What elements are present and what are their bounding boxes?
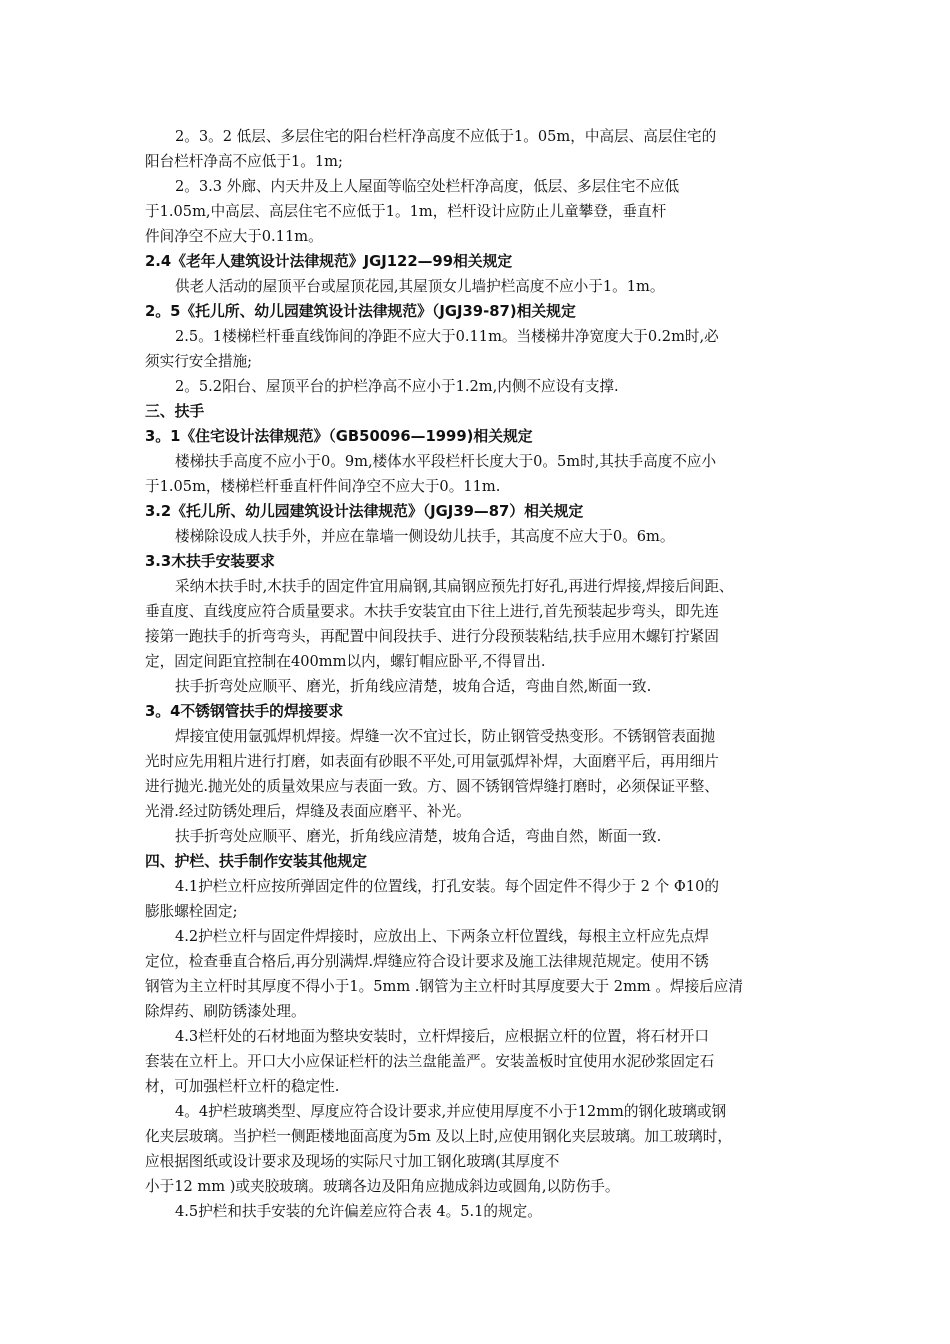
paragraph-line: 钢管为主立杆时其厚度不得小于1。5mm .钢管为主立杆时其厚度要大于 2mm 。焊接后应清 — [145, 978, 743, 995]
paragraph-line: 化夹层玻璃。当护栏一侧距楼地面高度为5m 及以上时,应使用钢化夹层玻璃。加工玻璃时， — [145, 1128, 732, 1145]
chapter-heading: 三、扶手 — [145, 403, 205, 420]
paragraph-line: 膨胀螺栓固定; — [145, 903, 238, 920]
paragraph-line: 阳台栏杆净高不应低于1。1m; — [145, 153, 343, 170]
paragraph-line: 接第一跑扶手的折弯弯头，再配置中间段扶手、进行分段预装粘结,扶手应用木螺钉拧紧固 — [145, 628, 719, 645]
paragraph-line: 进行抛光.抛光处的质量效果应与表面一致。方、圆不锈钢管焊缝打磨时，必须保证平整、 — [145, 778, 719, 795]
paragraph-line: 须实行安全措施; — [145, 353, 253, 370]
paragraph-line: 4.5护栏和扶手安装的允许偏差应符合表 4。5.1的规定。 — [175, 1203, 542, 1220]
paragraph-line: 采纳木扶手时,木扶手的固定件宜用扁钢,其扁钢应预先打好孔,再进行焊接,焊接后间距、 — [175, 578, 734, 595]
paragraph-line: 2。3。2 低层、多层住宅的阳台栏杆净高度不应低于1。05m，中高层、高层住宅的 — [175, 128, 717, 145]
paragraph-line: 套装在立杆上。开口大小应保证栏杆的法兰盘能盖严。安装盖板时宜使用水泥砂浆固定石 — [145, 1053, 715, 1070]
section-heading: 3.2《托儿所、幼儿园建筑设计法律规范》（JGJ39—87）相关规定 — [145, 503, 584, 520]
paragraph-line: 4.2护栏立杆与固定件焊接时，应放出上、下两条立杆位置线，每根主立杆应先点焊 — [175, 928, 709, 945]
paragraph-line: 垂直度、直线度应符合质量要求。木扶手安装宜由下往上进行,首先预装起步弯头，即先连 — [145, 603, 719, 620]
paragraph-line: 4.1护栏立杆应按所弹固定件的位置线，打孔安装。每个固定件不得少于 2 个 Φ10的 — [175, 878, 719, 895]
paragraph-line: 于1.05m,中高层、高层住宅不应低于1。1m，栏杆设计应防止儿童攀登，垂直杆 — [145, 203, 667, 220]
paragraph-line: 定位，检查垂直合格后,再分别满焊.焊缝应符合设计要求及施工法律规范规定。使用不锈 — [145, 953, 709, 970]
paragraph-line: 件间净空不应大于0.11m。 — [145, 228, 323, 245]
paragraph-line: 焊接宜使用氩弧焊机焊接。焊缝一次不宜过长，防止钢管受热变形。不锈钢管表面抛 — [175, 728, 715, 745]
paragraph-line: 应根据图纸或设计要求及现场的实际尺寸加工钢化玻璃(其厚度不 — [145, 1153, 560, 1170]
paragraph-line: 小于12 mm )或夹胶玻璃。玻璃各边及阳角应抛成斜边或圆角,以防伤手。 — [145, 1178, 620, 1195]
paragraph-line: 光滑.经过防锈处理后，焊缝及表面应磨平、补光。 — [145, 803, 471, 820]
section-heading: 2.4《老年人建筑设计法律规范》JGJ122—99相关规定 — [145, 253, 513, 270]
paragraph-line: 4.3栏杆处的石材地面为整块安装时，立杆焊接后，应根据立杆的位置，将石材开口 — [175, 1028, 709, 1045]
section-heading: 3.3木扶手安装要求 — [145, 553, 275, 570]
paragraph-line: 楼梯扶手高度不应小于0。9m,楼体水平段栏杆长度大于0。5m时,其扶手高度不应小 — [175, 453, 717, 470]
paragraph-line: 2。3.3 外廊、内天井及上人屋面等临空处栏杆净高度，低层、多层住宅不应低 — [175, 178, 680, 195]
paragraph-line: 供老人活动的屋顶平台或屋顶花园,其屋顶女儿墙护栏高度不应小于1。1m。 — [175, 278, 665, 295]
chapter-heading: 四、护栏、扶手制作安装其他规定 — [145, 853, 367, 870]
section-heading: 2。5《托儿所、幼儿园建筑设计法律规范》（JGJ39-87)相关规定 — [145, 303, 576, 320]
paragraph-line: 楼梯除设成人扶手外，并应在靠墙一侧设幼儿扶手，其高度不应大于0。6m。 — [175, 528, 675, 545]
section-heading: 3。1《住宅设计法律规范》（GB50096—1999)相关规定 — [145, 428, 533, 445]
paragraph-line: 2.5。1楼梯栏杆垂直线饰间的净距不应大于0.11m。当楼梯井净宽度大于0.2m时,必 — [175, 328, 719, 345]
paragraph-line: 材，可加强栏杆立杆的稳定性. — [145, 1078, 340, 1095]
paragraph-line: 于1.05m，楼梯栏杆垂直杆件间净空不应大于0。11m. — [145, 478, 501, 495]
paragraph-line: 2。5.2阳台、屋顶平台的护栏净高不应小于1.2m,内侧不应设有支撑. — [175, 378, 619, 395]
section-heading: 3。4不锈钢管扶手的焊接要求 — [145, 703, 344, 720]
paragraph-line: 扶手折弯处应顺平、磨光，折角线应清楚，坡角合适，弯曲自然，断面一致. — [175, 828, 662, 845]
paragraph-line: 除焊药、刷防锈漆处理。 — [145, 1003, 306, 1020]
paragraph-line: 定，固定间距宜控制在400mm以内，螺钉帽应卧平,不得冒出. — [145, 653, 546, 670]
paragraph-line: 扶手折弯处应顺平、磨光，折角线应清楚，坡角合适，弯曲自然,断面一致. — [175, 678, 652, 695]
paragraph-line: 光时应先用粗片进行打磨，如表面有砂眼不平处,可用氩弧焊补焊，大面磨平后，再用细片 — [145, 753, 719, 770]
paragraph-line: 4。4护栏玻璃类型、厚度应符合设计要求,并应使用厚度不小于12mm的钢化玻璃或钢 — [175, 1103, 727, 1120]
